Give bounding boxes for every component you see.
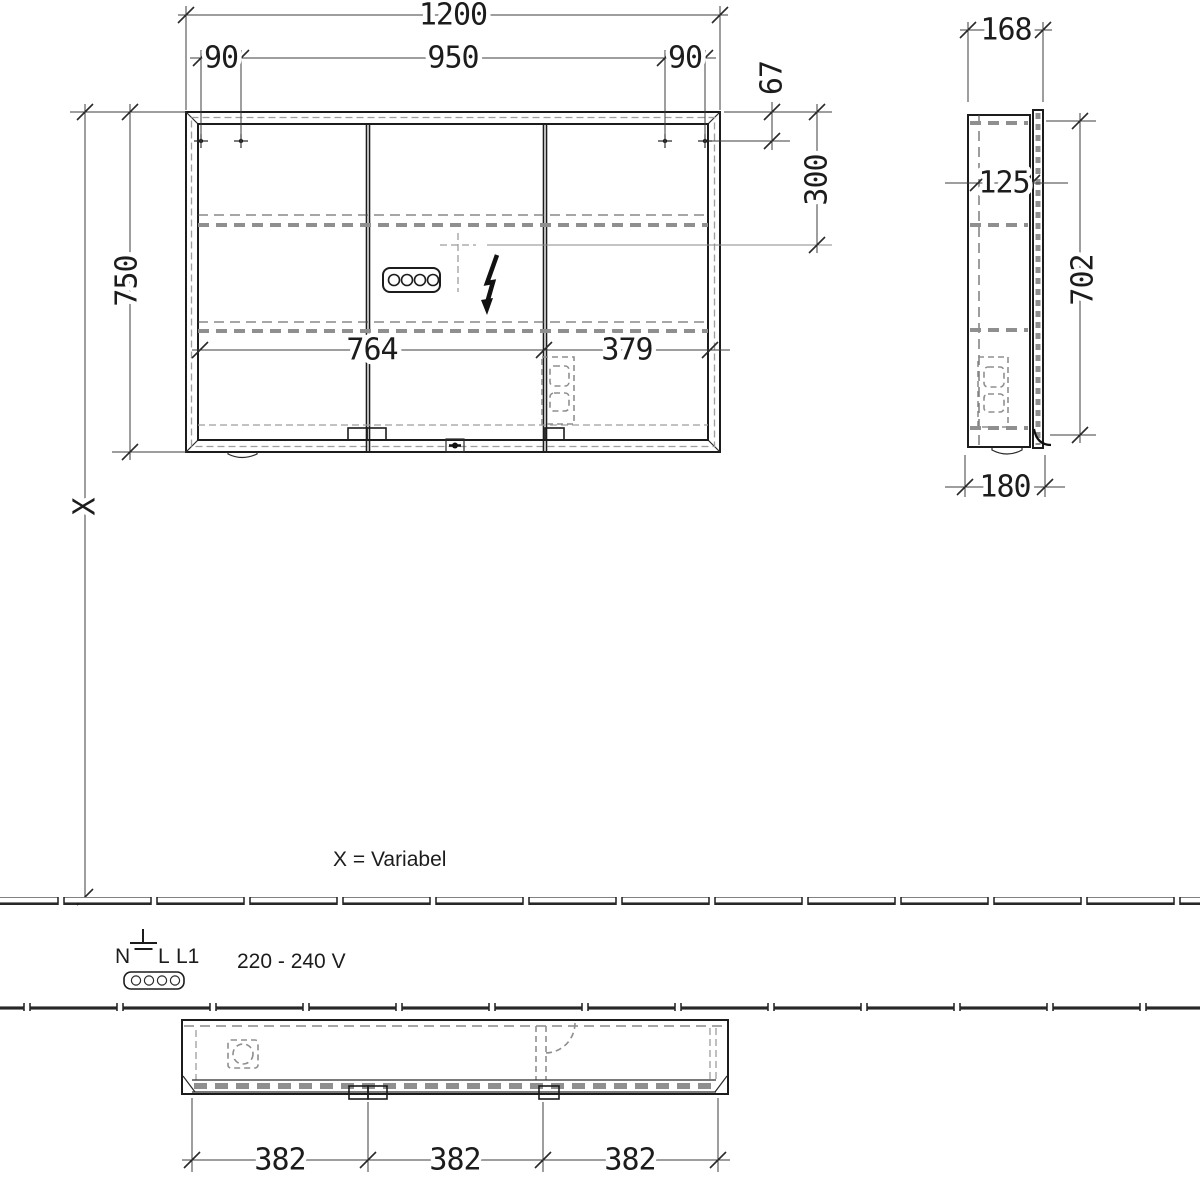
terminal-n-label: N — [115, 945, 131, 968]
dim-door3-label: 382 — [604, 1142, 656, 1178]
dim-hole-span-label: 950 — [427, 40, 479, 76]
terminal-l1-label: L1 — [176, 945, 200, 968]
bottom-cutout-dashed — [228, 1040, 258, 1068]
front-view — [186, 112, 720, 458]
earth-ground-icon — [130, 929, 157, 949]
variable-note: X = Variabel — [333, 848, 447, 871]
dim-door2-label: 382 — [429, 1142, 481, 1178]
dim-door1-label: 382 — [254, 1142, 306, 1178]
dim-hole-left-label: 90 — [203, 40, 239, 76]
connector-plug-icon — [124, 972, 184, 989]
dim-top-offset-label: 67 — [754, 60, 790, 96]
front-frame-dashed-inset — [192, 118, 715, 447]
front-carcass-outline — [186, 112, 720, 452]
bottom-dimensions — [182, 1098, 730, 1178]
side-view — [968, 110, 1051, 454]
wall-section-lower — [0, 1003, 1200, 1011]
dim-doors-left-label: 764 — [346, 332, 398, 368]
dim-depth-label: 168 — [980, 12, 1032, 48]
wall-section-upper — [0, 897, 1200, 905]
bottom-plan-view — [182, 1020, 728, 1099]
dim-height-label: 750 — [109, 255, 145, 307]
dim-body-depth-label: 125 — [978, 165, 1030, 201]
dim-total-depth-label: 180 — [979, 469, 1031, 505]
dim-door-right-label: 379 — [601, 332, 653, 368]
door-bottom-clip — [545, 428, 564, 440]
front-doors-outline — [198, 124, 708, 440]
bottom-outline — [182, 1020, 728, 1094]
front-door-dividers — [367, 124, 547, 452]
dim-hole-right-label: 90 — [667, 40, 703, 76]
dim-door-height-label: 702 — [1065, 254, 1101, 306]
dim-total-width-label: 1200 — [418, 0, 488, 33]
lightning-bolt-icon — [481, 255, 497, 315]
power-legend — [115, 929, 346, 989]
voltage-label: 220 - 240 V — [237, 950, 346, 973]
door-bottom-clip — [348, 428, 367, 440]
side-push-bump — [992, 448, 1022, 454]
dim-outlet-height-label: 300 — [799, 154, 835, 206]
terminal-l-label: L — [158, 945, 170, 968]
door-swing-arc — [545, 1023, 575, 1053]
socket-symbol — [383, 268, 440, 292]
dim-mount-variable-label: X — [67, 498, 103, 516]
side-hinge-dashed-detail — [978, 357, 1008, 427]
mounting-hole-markers — [194, 134, 712, 148]
